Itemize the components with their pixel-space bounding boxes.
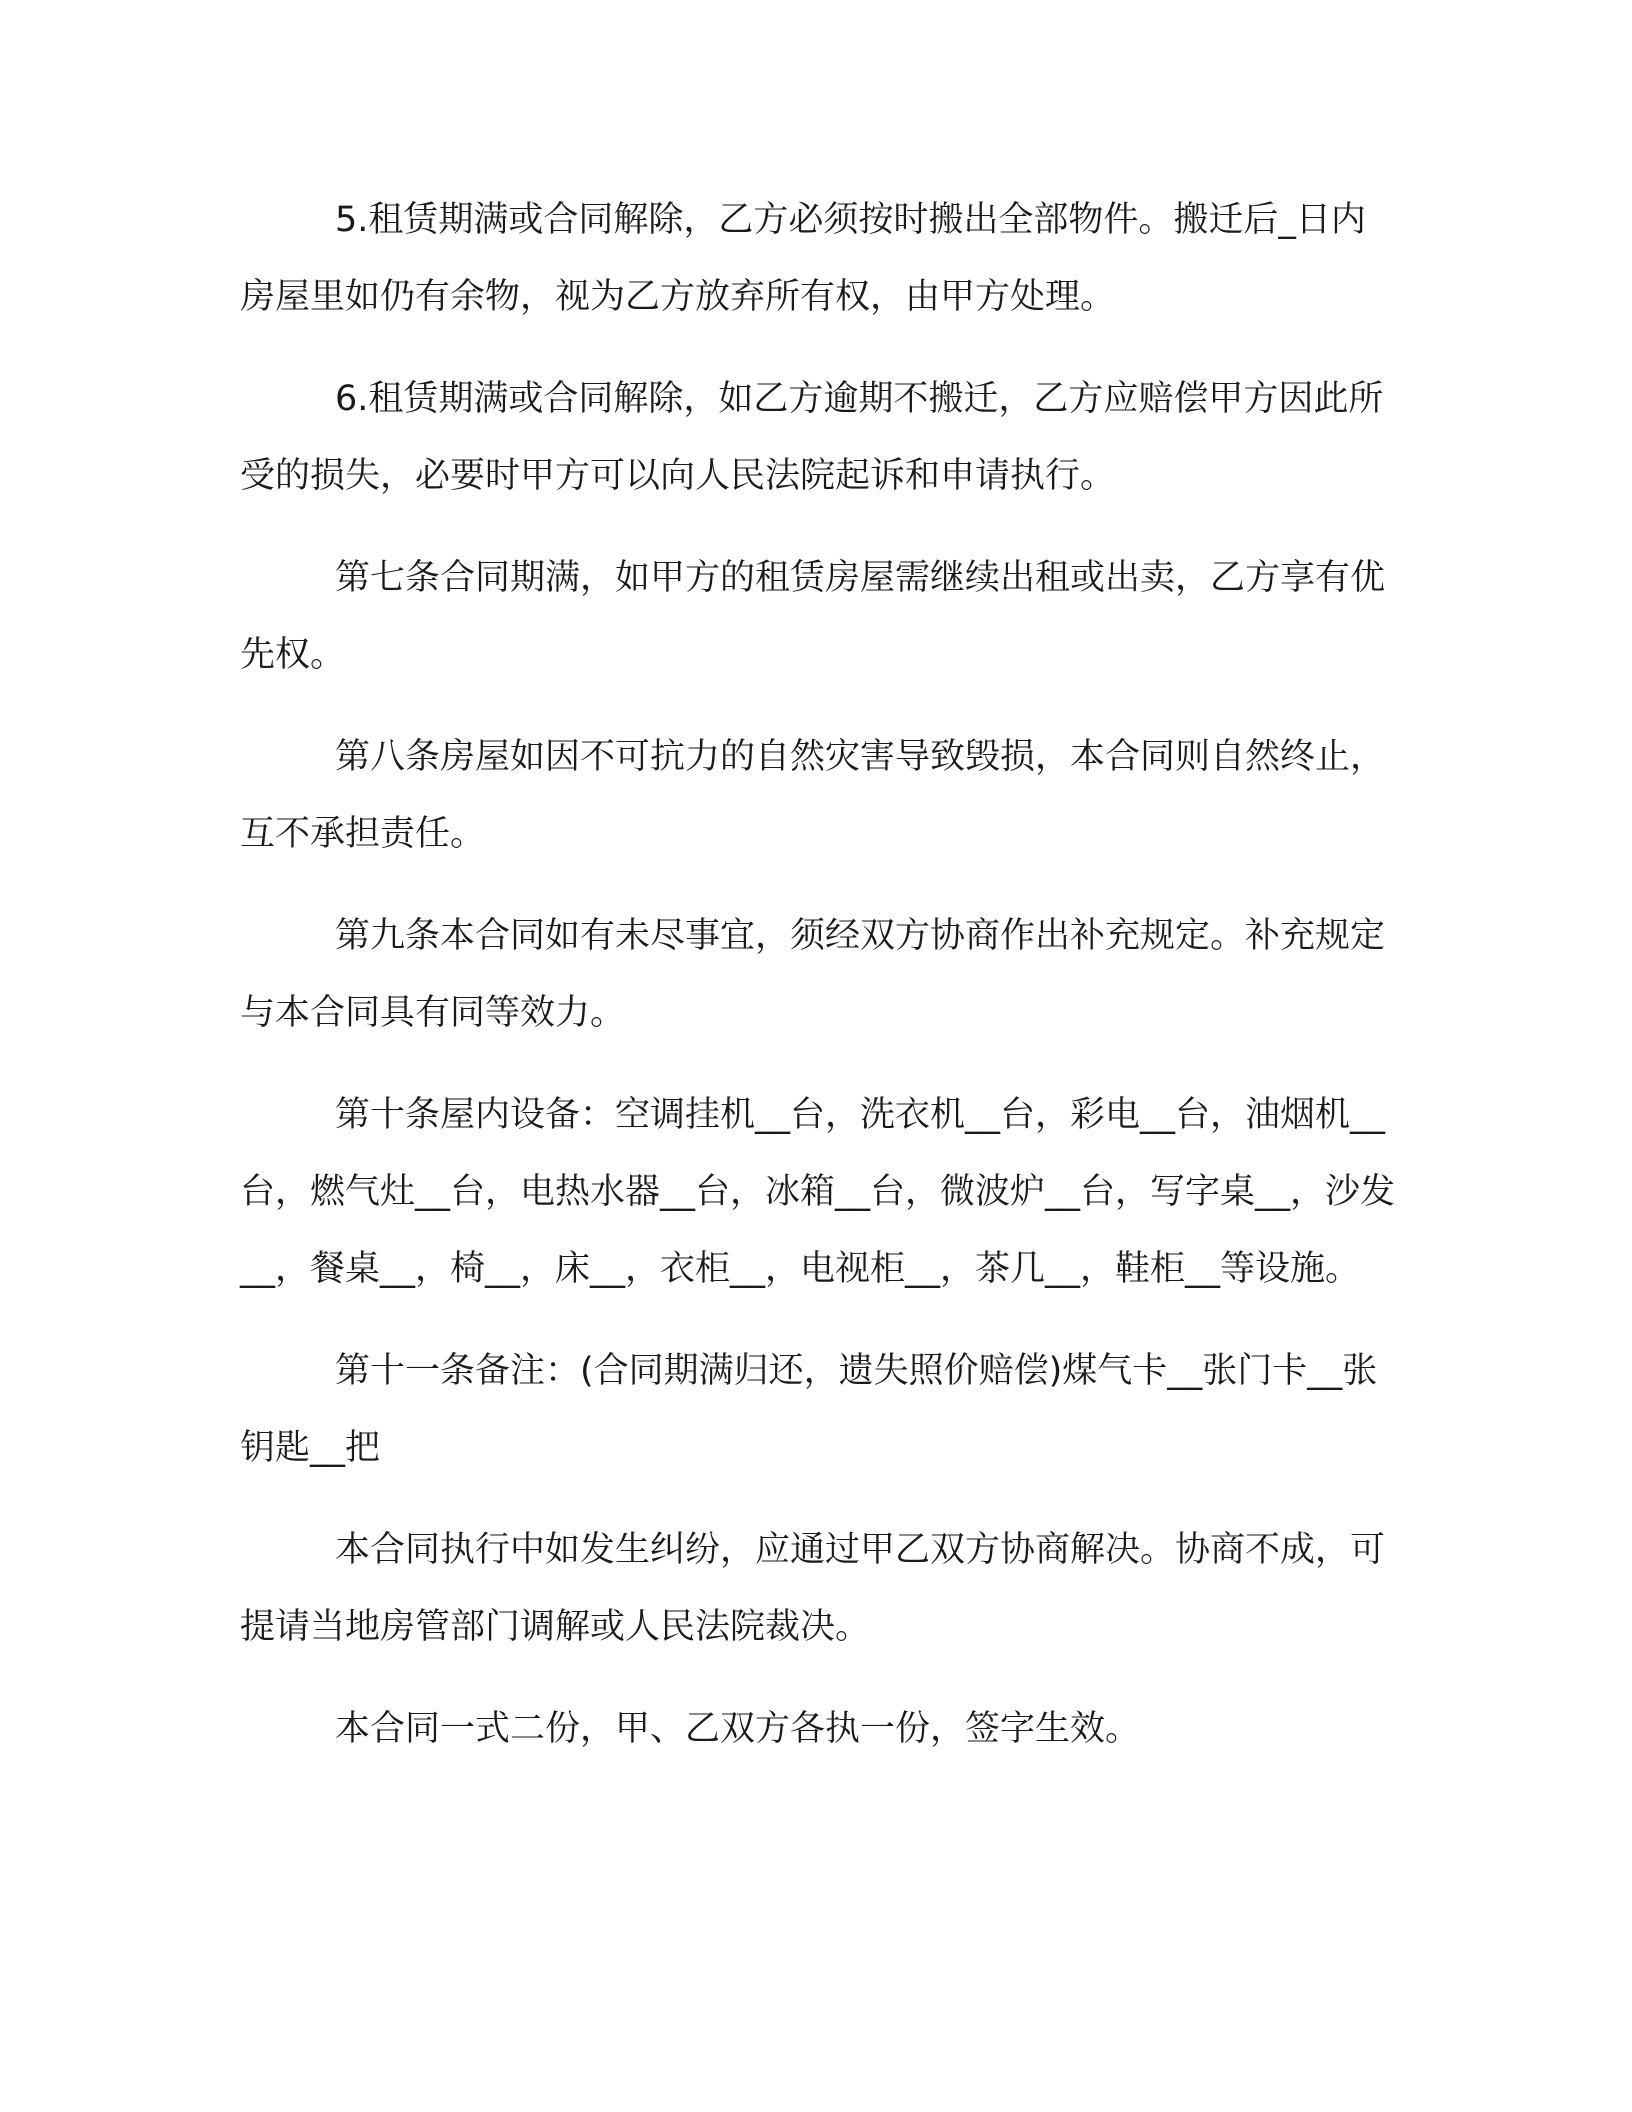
clause-6-paragraph: 6.租赁期满或合同解除，如乙方逾期不搬迁，乙方应赔偿甲方因此所受的损失，必要时甲方可以向人民法院起诉和申请执行。 xyxy=(240,379,1384,496)
article-7-paragraph: 第七条合同期满，如甲方的租赁房屋需继续出租或出卖，乙方享有优先权。 xyxy=(240,558,1386,675)
clause-5-paragraph: 5.租赁期满或合同解除，乙方必须按时搬出全部物件。搬迁后_日内房屋里如仍有余物，视为乙方放弃所有权，由甲方处理。 xyxy=(240,200,1366,317)
copies-paragraph: 本合同一式二份，甲、乙双方各执一份，签字生效。 xyxy=(335,1709,1141,1749)
article-10-paragraph: 第十条屋内设备：空调挂机__台，洗衣机__台，彩电__台，油烟机__台，燃气灶__台，电热水器__台，冰箱__台，微波炉__台，写字桌__，沙发__，餐桌__，椅__，床__，衣柜__，电视柜__，茶几__，鞋柜__等设施。 xyxy=(240,1095,1396,1289)
article-11-paragraph: 第十一条备注：(合同期满归还，遗失照价赔偿)煤气卡__张门卡__张钥匙__把 xyxy=(240,1351,1378,1468)
document-body xyxy=(240,182,1400,1793)
article-8-paragraph: 第八条房屋如因不可抗力的自然灾害导致毁损，本合同则自然终止，互不承担责任。 xyxy=(240,737,1386,854)
dispute-resolution-paragraph: 本合同执行中如发生纠纷，应通过甲乙双方协商解决。协商不成，可提请当地房管部门调解或人民法院裁决。 xyxy=(240,1530,1386,1647)
article-9-paragraph: 第九条本合同如有未尽事宜，须经双方协商作出补充规定。补充规定与本合同具有同等效力。 xyxy=(240,916,1386,1033)
